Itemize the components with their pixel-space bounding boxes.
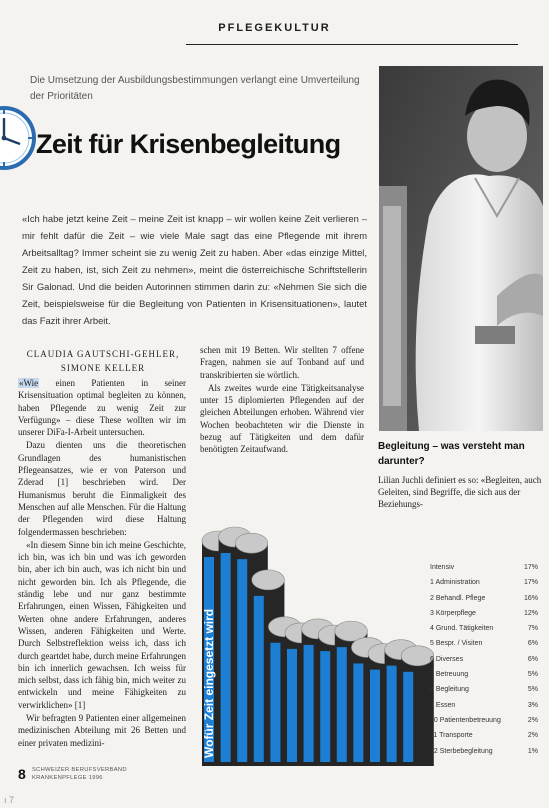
page-number: 8 [18,766,26,782]
legend-label: 11 Transporte [430,732,473,740]
chart-bar [337,647,347,762]
legend-row [430,682,538,697]
chart-bar-top [252,570,285,590]
highlighted-word: «Wie [19,378,39,388]
legend-row [430,713,538,728]
legend-value: 3% [527,701,538,709]
intro-paragraph: «Ich habe jetzt keine Zeit – meine Zeit ist knapp – wir wollen keine Zeit verlieren – mir fehlt dafür die Zeit – wie viele Male sagt das eine Pflegende mit ihrem Arbeitsalltag? Immer scheint sie zu wenig Zeit zu haben. Aber «das einzige Mittel, Zeit zu haben, ist, sich Zeit zu nehmen», meint die österreichische Schriftstellerin Sir Galonad. Und die beiden Autorinnen stimmen darin zu: «Nehmen Sie sich die Zeit, beispielsweise für die Begleitung von Patienten in Krisensituationen», lautet das Fazit ihrer Arbeit. [22,213,367,326]
legend-row [430,698,538,713]
chart-bar [270,643,280,762]
chart-bar [403,672,413,762]
legend-label: 1 Administration [430,579,480,587]
caption-body: Lilian Juchli definiert es so: «Begleiten, auch Geleiten, sind Begriffe, die sich aus der Beziehungs- [378,475,542,509]
legend-value: 17% [523,579,538,587]
legend-value: 5% [527,686,538,694]
chart-bar-top [235,533,268,553]
rubric-rule [186,44,518,45]
legend-value: 6% [527,655,538,663]
byline [18,347,188,375]
legend-row [430,591,538,606]
legend-row [430,728,538,743]
chart-canvas [196,476,436,774]
byline-author-2: SIMONE KELLER [60,363,146,373]
body-column-2 [200,344,364,456]
legend-row [430,652,538,667]
clock-icon [0,104,38,177]
legend-value: 17% [523,564,538,571]
chart-bar [304,645,314,762]
legend-label: 12 Sterbebegleitung [430,747,493,755]
paragraph: Als zweites wurde eine Tätigkeitsanalyse unter 15 diplomierten Pflegenden auf der gleichen Abteilungen erhoben. Während vier Wochen beobachteten wir die Dienste in bezug auf Tätigkeiten und dem dafür benötigten Zeitaufwand. [200,382,364,455]
legend-value: 2% [527,732,538,740]
chart-bar [387,666,397,762]
legend-value: 16% [523,594,538,602]
time-usage-chart [196,476,436,779]
legend-label: 3 Körperpflege [430,609,476,617]
chart-legend [430,560,538,759]
legend-label: 7 Betreuung [430,671,469,679]
paragraph: schen mit 19 Betten. Wir stellten 7 offene Fragen, nahmen sie auf Tonband auf und transkribierten sie wörtlich. [200,345,364,380]
lead-text: Die Umsetzung der Ausbildungsbestimmungen verlangt eine Umverteilung der Prioritäten [30,75,360,102]
chart-bar [221,553,231,762]
chart-bar [353,663,363,762]
byline-author-1: CLAUDIA GAUTSCHI-GEHLER, [26,349,180,359]
edge-mark: ı 7 [4,795,15,805]
legend-label: 9 Essen [430,701,456,709]
legend-label: 10 Patientenbetreuung [430,716,501,724]
caption-title: Begleitung – was versteht man darunter? [378,441,525,467]
chart-bar [237,559,247,762]
legend-row [430,575,538,590]
chart-bar [287,649,297,762]
legend-label: 8 Begleitung [430,686,469,694]
legend-row [430,636,538,651]
legend-value: 1% [527,747,538,755]
legend-value: 12% [523,609,538,617]
chart-bar-top [401,646,434,666]
legend-label: 4 Grund. Tätigkeiten [430,625,494,633]
legend-label: Intensiv [430,564,455,571]
footer-line-1: SCHWEIZER BERUFSVERBAND [32,767,127,773]
legend-row [430,606,538,621]
paragraph: Wir befragten 9 Patienten einer allgemeinen medizinischen Abteilung mit 26 Betten und einer privaten medizini- [18,713,186,748]
legend-value: 5% [527,671,538,679]
chart-bar [320,651,330,762]
legend-value: 7% [527,625,538,633]
paragraph [18,377,186,438]
chart-axis-label: Wofür Zeit eingesetzt wird [202,608,216,758]
nurse-photo [379,66,543,431]
legend-label: 2 Behandl. Pflege [430,594,486,602]
legend-row [430,560,538,575]
section-rubric: PFLEGEKULTUR [218,22,331,34]
paragraph: Dazu dienten uns die theoretischen Grundlagen des humanistischen Pflegeansatzes, wie er von Paterson und Zderad [1] beschrieben wird. Der Humanismus beruht die Einmaligkeit des Menschen auf alle Menschen. Für die Haltung der Pflegenden wird diese Haltung folgendermassen beschrieben: [18,440,186,537]
headline: Zeit für Krisenbegleitung [36,129,341,159]
chart-bar [254,596,264,762]
footer-line-2: KRANKENPFLEGE 1996 [32,775,103,781]
paragraph: «In diesem Sinne bin ich meine Geschichte, ich bin, was ich bin und was ich geworden bin, aber ich bin auch, was ich nicht bin und nicht geworden bin. Ich als Pflegende, die ständig lebe und nur ganz bestimmte Erfahrungen, einen Wissen, Fähigkeiten und Werten ohne andere Erfahrungen, anderes Wissen, anderen Fähigkeiten und Werte. Durch Selbstreflektion weiss ich, dass ich durch geartdet habe, durch meine Erfahrungen bin ich innerlich gewachsen. Ich weiss für mich selbst, dass ich fähig bin, mich weiter zu entwickeln und meine Fähigkeiten zu verwirklichen» [1] [18,539,186,710]
legend-row [430,667,538,682]
legend-row [430,621,538,636]
chart-bar [370,670,380,762]
legend-row [430,744,538,759]
body-column-1 [18,377,186,749]
legend-value: 6% [527,640,538,648]
legend-value: 2% [527,716,538,724]
legend-label: 5 Bespr. / Visiten [430,640,483,648]
paragraph-text: einen Patienten in seiner Krisensituation optimal begleiten zu können, haben Pflegende zu wenig Zeit zur Verfügung» – diese These wollten wir im unserer DiFa-I-Arbeit untersuchen. [18,378,186,438]
footer-publication [32,766,127,782]
legend-label: 6 Diverses [430,655,464,663]
